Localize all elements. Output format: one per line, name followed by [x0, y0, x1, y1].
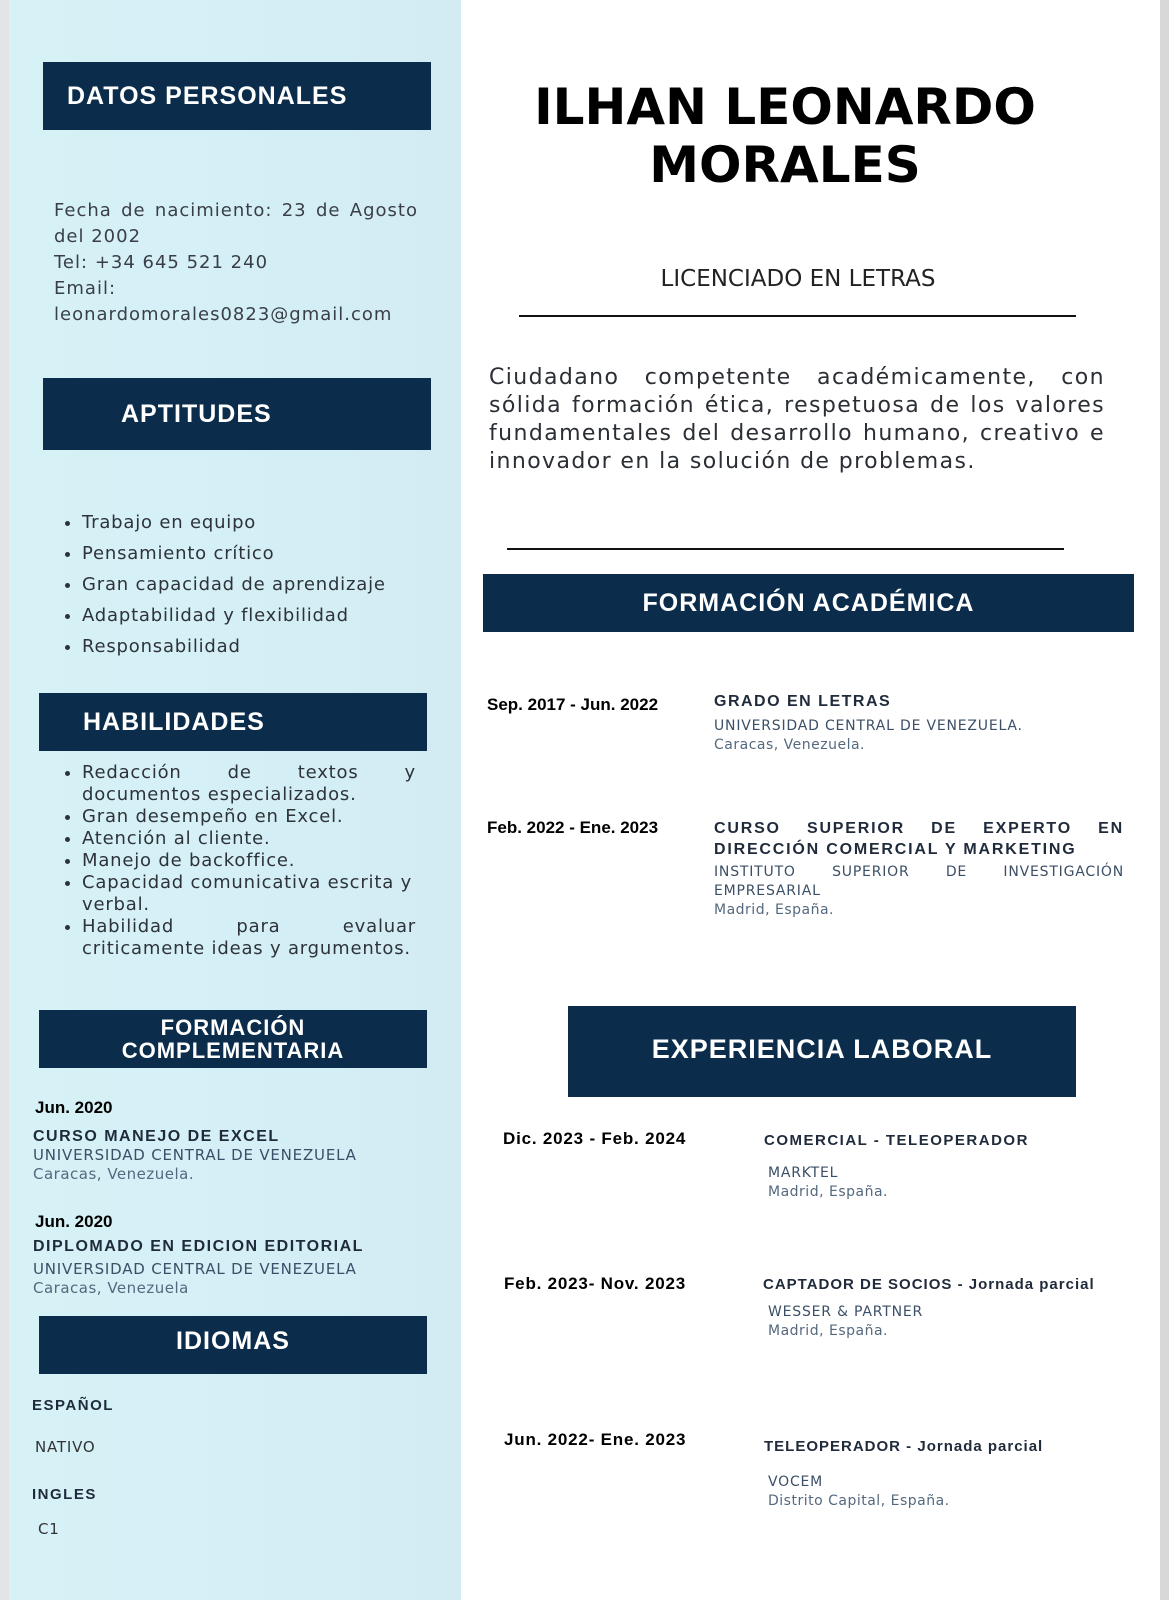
item-org: WESSER & PARTNER	[768, 1304, 924, 1320]
heading-line: COMPLEMENTARIA	[121, 1038, 345, 1063]
tel-label: Tel:	[54, 252, 89, 273]
list-item: • Trabajo en equipo	[82, 507, 386, 538]
list-item: • Gran capacidad de aprendizaje	[82, 569, 386, 600]
item-title: CAPTADOR DE SOCIOS	[763, 1276, 953, 1293]
formacion-item	[714, 818, 1124, 920]
section-heading-personal: DATOS PERSONALES	[43, 62, 431, 130]
item-place: Caracas, Venezuela	[33, 1279, 189, 1297]
item-org: UNIVERSIDAD CENTRAL DE VENEZUELA	[33, 1260, 357, 1278]
item-title: CURSO SUPERIOR DE EXPERTO EN DIRECCIÓN COMERCIAL Y MARKETING	[714, 820, 1124, 858]
item-title: COMERCIAL - TELEOPERADOR	[764, 1132, 1029, 1149]
language-level: C1	[38, 1520, 60, 1538]
item-date: Jun. 2020	[35, 1098, 113, 1117]
divider	[519, 315, 1076, 317]
divider	[507, 548, 1064, 550]
list-item: • Pensamiento crítico	[82, 538, 386, 569]
birth-label: Fecha de nacimiento:	[54, 200, 273, 221]
formacion-item	[714, 693, 1124, 755]
heading-line: FORMACIÓN	[160, 1015, 306, 1040]
item-org: VOCEM	[768, 1474, 824, 1490]
section-heading-formacion: FORMACIÓN ACADÉMICA	[483, 574, 1134, 632]
item-date: Feb. 2023- Nov. 2023	[504, 1274, 686, 1293]
section-heading-idiomas: IDIOMAS	[39, 1316, 427, 1374]
email-value: leonardomorales0823@gmail.com	[54, 304, 393, 325]
name-line: MORALES	[649, 136, 921, 194]
list-item: • Gran desempeño en Excel.	[82, 806, 416, 828]
page-edge	[1160, 0, 1169, 1600]
section-heading-complementaria	[39, 1010, 427, 1068]
list-item: • Manejo de backoffice.	[82, 850, 416, 872]
list-item: • Atención al cliente.	[82, 828, 416, 850]
section-heading-habilidades: HABILIDADES	[39, 693, 427, 751]
language-name: ESPAÑOL	[32, 1397, 114, 1414]
habilidades-list	[58, 762, 416, 960]
item-title: CURSO MANEJO DE EXCEL	[33, 1128, 280, 1145]
item-date: Jun. 2020	[35, 1212, 113, 1231]
item-date: Feb. 2022 - Ene. 2023	[487, 818, 659, 837]
item-place: Caracas, Venezuela.	[714, 737, 866, 753]
item-place: Madrid, España.	[714, 902, 834, 918]
item-date: Sep. 2017 - Jun. 2022	[487, 695, 659, 714]
item-place: Distrito Capital, España.	[768, 1493, 950, 1509]
email-label: Email:	[54, 278, 117, 299]
list-item: • Adaptabilidad y flexibilidad	[82, 600, 386, 631]
item-place: Caracas, Venezuela.	[33, 1165, 195, 1183]
item-date: Dic. 2023 - Feb. 2024	[503, 1129, 687, 1148]
item-org: UNIVERSIDAD CENTRAL DE VENEZUELA.	[714, 718, 1023, 734]
item-title: DIPLOMADO EN EDICION EDITORIAL	[33, 1238, 364, 1255]
complementaria-item	[33, 1098, 433, 1184]
item-title: GRADO EN LETRAS	[714, 693, 892, 710]
experiencia-item	[764, 1438, 1164, 1511]
personal-data	[54, 198, 418, 328]
item-place: Madrid, España.	[768, 1184, 888, 1200]
complementaria-item	[33, 1212, 433, 1298]
section-heading-aptitudes: APTITUDES	[43, 378, 431, 450]
list-item: • Redacción de textos y documentos especializados.	[82, 762, 416, 806]
language-level: NATIVO	[35, 1438, 96, 1456]
list-item: • Habilidad para evaluar criticamente ideas y argumentos.	[82, 916, 416, 960]
item-title: TELEOPERADOR	[764, 1438, 902, 1455]
summary: Ciudadano competente académicamente, con sólida formación ética, respetuosa de los valores fundamentales del desarrollo humano, creativo e innovador en la solución de problemas.	[489, 365, 1105, 474]
birth-value: 23 de Agosto del 2002	[54, 200, 418, 247]
language-name: INGLES	[32, 1486, 97, 1503]
item-org: MARKTEL	[768, 1165, 839, 1181]
name-line: ILHAN LEONARDO	[534, 78, 1036, 136]
tel-value: +34 645 521 240	[94, 252, 269, 273]
item-date: Jun. 2022- Ene. 2023	[504, 1430, 687, 1449]
item-type: - Jornada parcial	[901, 1438, 1044, 1455]
list-item: • Responsabilidad	[82, 631, 386, 662]
job-title: LICENCIADO EN LETRAS	[660, 266, 936, 292]
aptitudes-list	[58, 507, 386, 662]
experiencia-item	[764, 1132, 1164, 1202]
item-place: Madrid, España.	[768, 1323, 888, 1339]
item-org: UNIVERSIDAD CENTRAL DE VENEZUELA	[33, 1146, 357, 1164]
section-heading-experiencia: EXPERIENCIA LABORAL	[568, 1006, 1076, 1097]
item-type: - Jornada parcial	[952, 1276, 1095, 1293]
experiencia-item	[763, 1276, 1163, 1341]
candidate-name	[470, 78, 1100, 194]
list-item: • Capacidad comunicativa escrita y verbal.	[82, 872, 416, 916]
item-org: INSTITUTO SUPERIOR DE INVESTIGACIÓN EMPRESARIAL	[714, 864, 1124, 899]
